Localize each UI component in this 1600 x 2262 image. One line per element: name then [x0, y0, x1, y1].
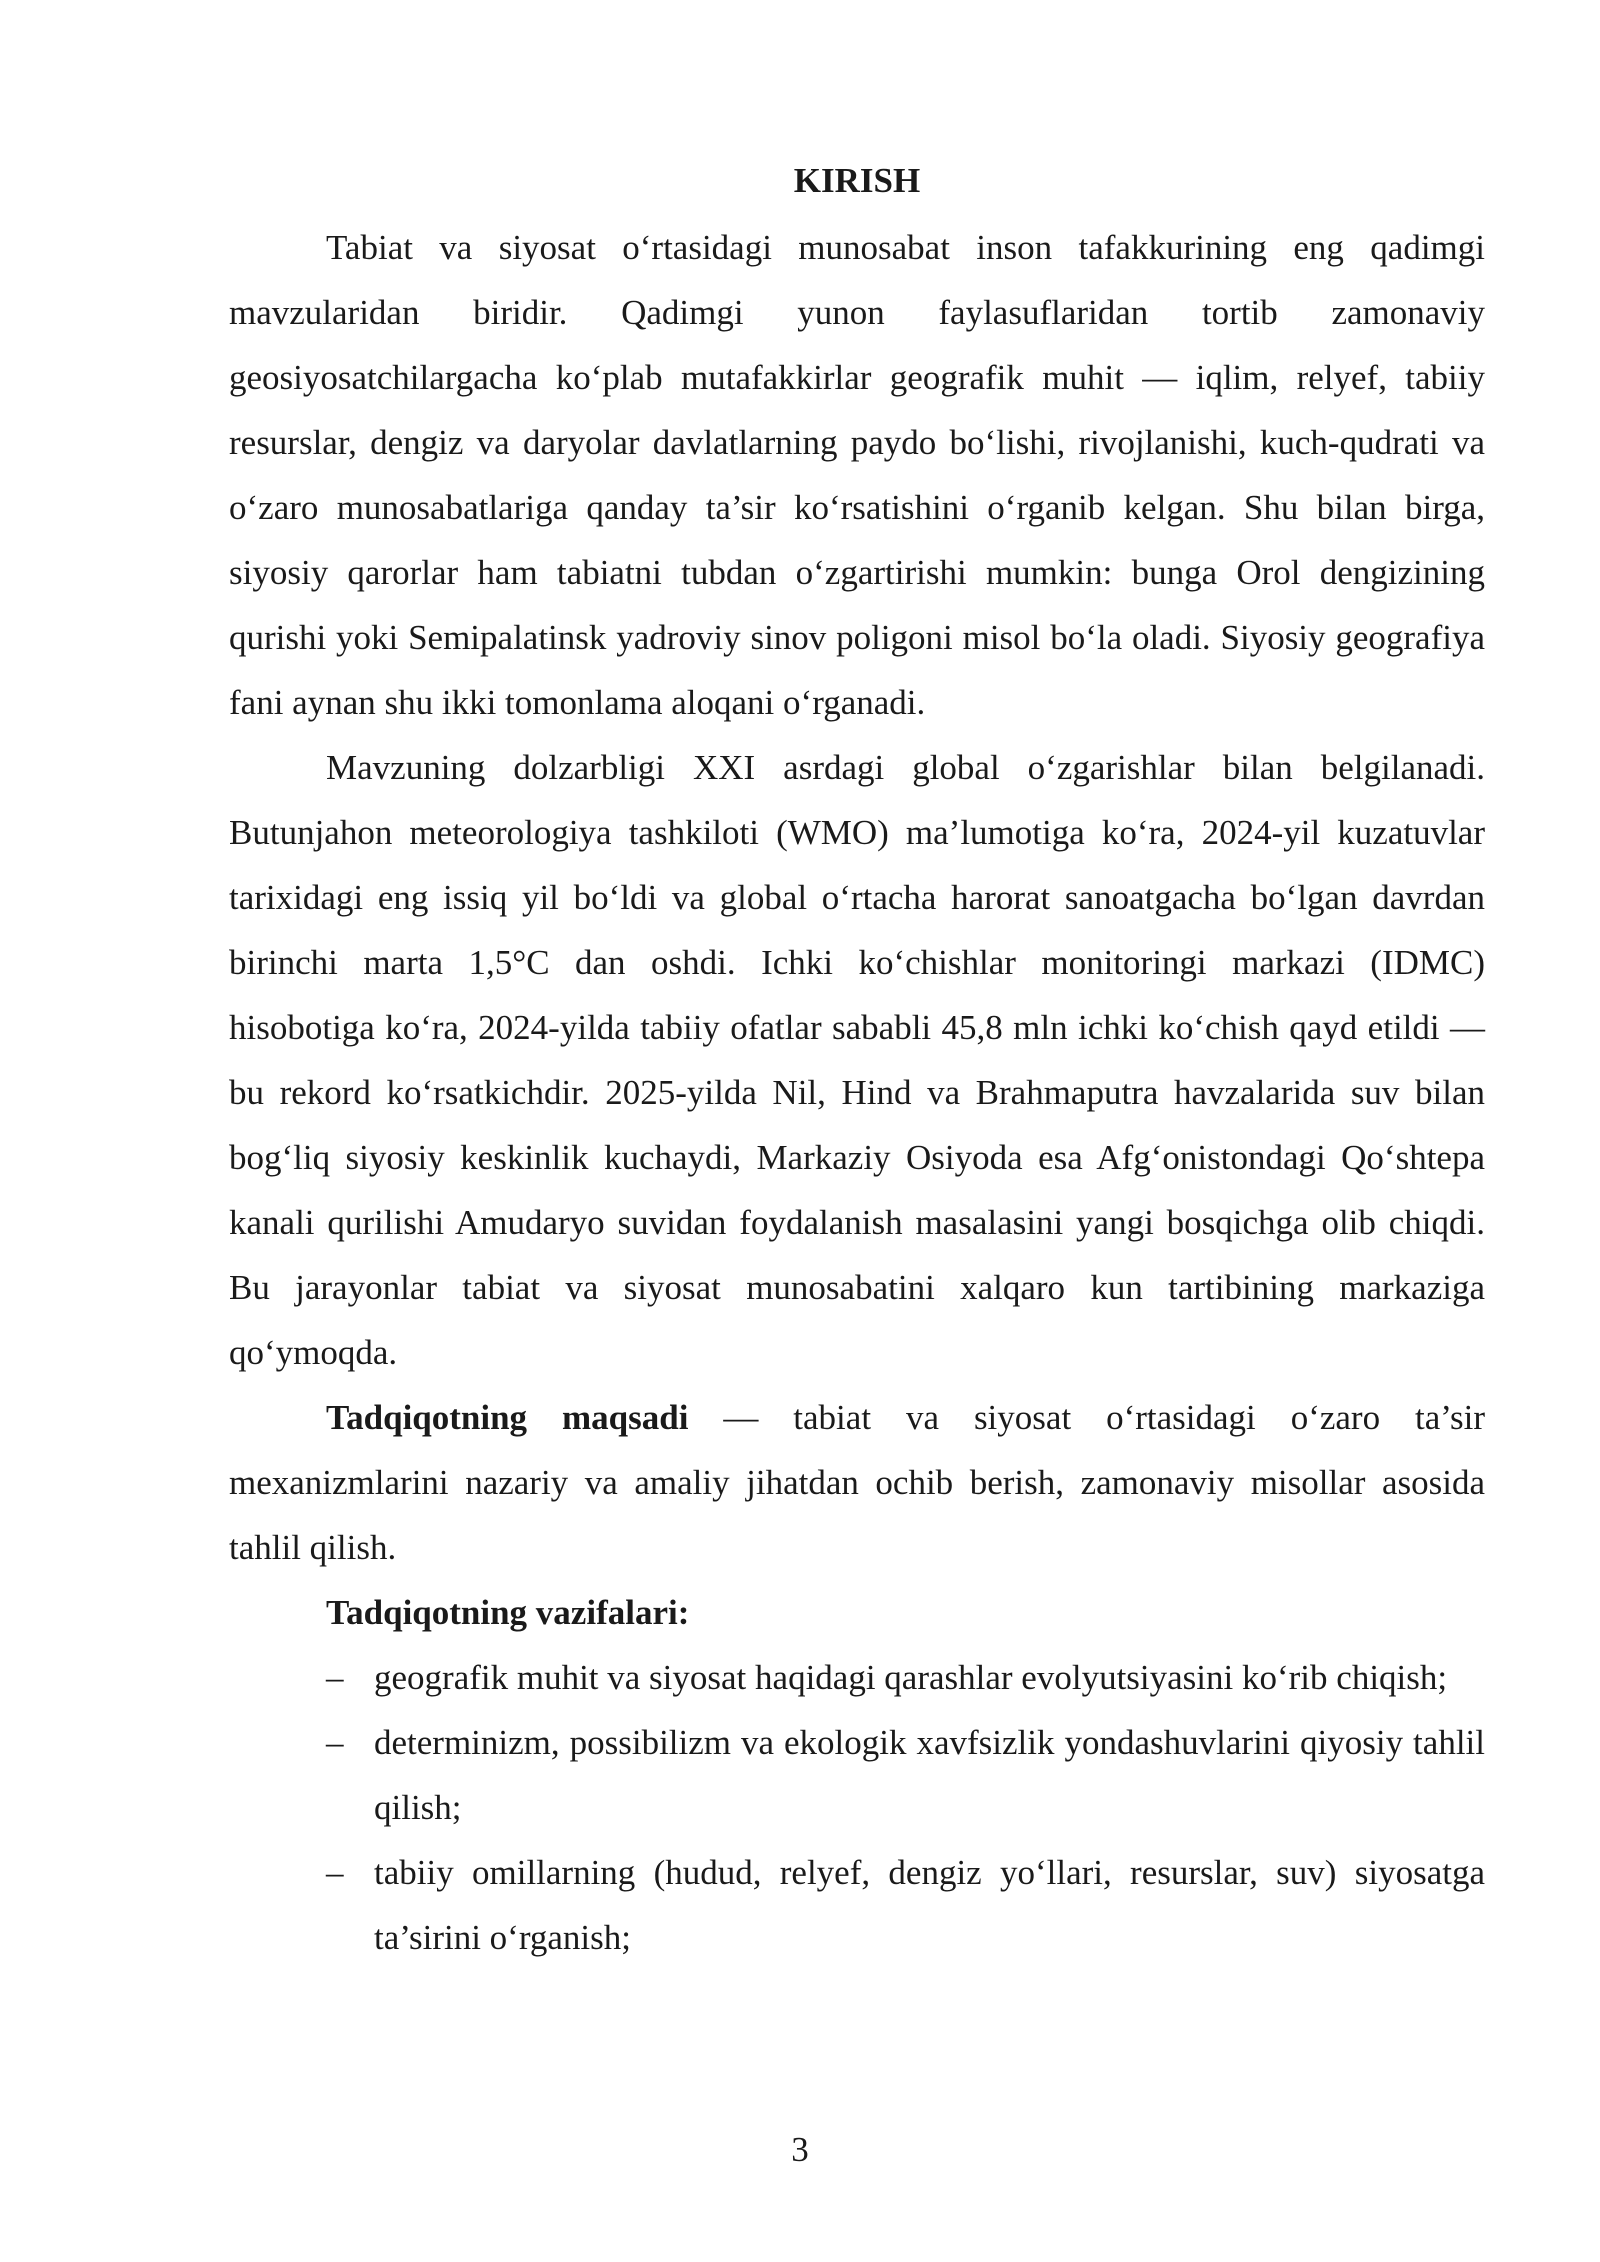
dash-bullet: –: [326, 1723, 344, 1762]
aim-text: — tabiat va siyosat o‘rtasidagi o‘zaro ta’sir mexanizmlarini nazariy va amaliy jihatdan ochib berish, zamonaviy misollar asosida tahlil qilish.: [229, 1398, 1485, 1567]
tasks-list: [229, 1645, 1485, 1970]
page-number: 3: [791, 2130, 809, 2169]
list-item: [229, 1840, 1485, 1970]
aim-label: Tadqiqotning maqsadi: [326, 1398, 689, 1437]
page-content: [229, 148, 1485, 1970]
intro-paragraph-1: Tabiat va siyosat o‘rtasidagi munosabat inson tafakkurining eng qadimgi mavzularidan biridir. Qadimgi yunon faylasuflaridan tortib zamonaviy geosiyosatchilargacha ko‘plab mutafakkirlar geografik muhit — iqlim, relyef, tabiiy resurslar, dengiz va daryolar davlatlarning paydo bo‘lishi, rivojlanishi, kuch-qudrati va o‘zaro munosabatlariga qanday ta’sir ko‘rsatishini o‘rganib kelgan. Shu bilan birga, siyosiy qarorlar ham tabiatni tubdan o‘zgartirishi mumkin: bunga Orol dengizining qurishi yoki Semipalatinsk yadroviy sinov poligoni misol bo‘la oladi. Siyosiy geografiya fani aynan shu ikki tomonlama aloqani o‘rganadi.: [229, 228, 1485, 722]
aim-paragraph: [229, 1385, 1485, 1580]
list-item: [229, 1645, 1485, 1710]
section-title: KIRISH: [793, 161, 921, 200]
relevance-paragraph: Mavzuning dolzarbligi XXI asrdagi global o‘zgarishlar bilan belgilanadi. Butunjahon meteorologiya tashkiloti (WMO) ma’lumotiga ko‘ra, 2024-yil kuzatuvlar tarixidagi eng issiq yil bo‘ldi va global o‘rtacha harorat sanoatgacha bo‘lgan davrdan birinchi marta 1,5°C dan oshdi. Ichki ko‘chishlar monitoringi markazi (IDMC) hisobotiga ko‘ra, 2024-yilda tabiiy ofatlar sababli 45,8 mln ichki ko‘chish qayd etildi — bu rekord ko‘rsatkichdir. 2025-yilda Nil, Hind va Brahmaputra havzalarida suv bilan bog‘liq siyosiy keskinlik kuchaydi, Markaziy Osiyoda esa Afg‘onistondagi Qo‘shtepa kanali qurilishi Amudaryo suvidan foydalanish masalasini yangi bosqichga olib chiqdi. Bu jarayonlar tabiat va siyosat munosabatini xalqaro kun tartibining markaziga qo‘ymoqda.: [229, 748, 1485, 1372]
dash-bullet: –: [326, 1658, 344, 1697]
dash-bullet: –: [326, 1853, 344, 1892]
list-item-text: tabiiy omillarning (hudud, relyef, dengiz yo‘llari, resurslar, suv) siyosatga ta’sirini o‘rganish;: [374, 1853, 1485, 1957]
list-item-text: geografik muhit va siyosat haqidagi qarashlar evolyutsiyasini ko‘rib chiqish;: [374, 1658, 1448, 1697]
list-item: [229, 1710, 1485, 1840]
tasks-heading: Tadqiqotning vazifalari:: [326, 1593, 690, 1632]
list-item-text: determinizm, possibilizm va ekologik xavfsizlik yondashuvlarini qiyosiy tahlil qilish;: [374, 1723, 1485, 1827]
